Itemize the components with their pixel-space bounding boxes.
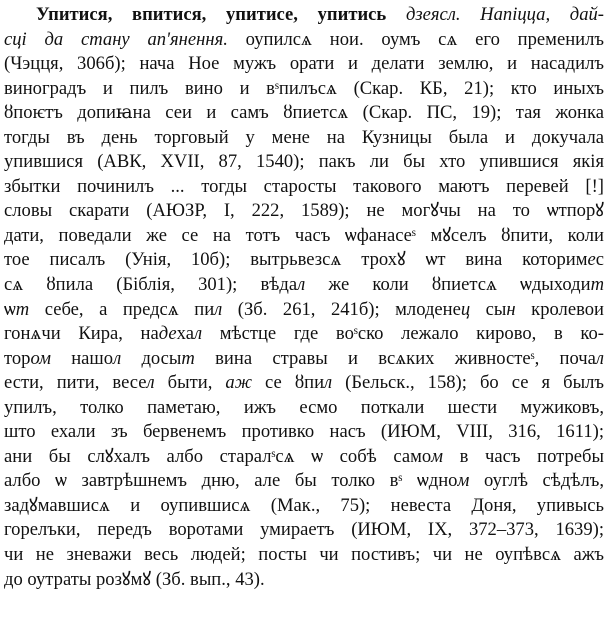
text-run: што ехали зъ бервенемъ противко насъ (ИЮМ, VIII, 316, 1611); [4,421,604,443]
text-run: с [595,249,604,271]
italic-text: л [595,347,604,369]
italic-text: л [146,372,155,394]
italic-text: сці да стану ап'янення. [4,28,228,50]
text-line [4,518,604,543]
text-line [4,52,604,77]
text-run: в часъ потребы [443,445,604,467]
text-line [4,371,604,396]
text-run: ѡ [4,298,16,320]
text-run: упившися (АВК, XVII, 87, 1540); пакъ ли бы хто упившися якія [4,151,604,173]
italic-text: т [15,298,30,320]
text-line [4,3,604,28]
italic-text: м [431,445,444,467]
text-run: тое писалъ (Унія, 10б); вытрьвезсѧ трохꙋ ѡт вина которим [4,249,588,271]
italic-text: е [587,249,596,271]
text-line [4,469,604,494]
text-run: тогды въ день торговый у мене на Кузницы была и докучала [4,126,604,148]
text-run: ести, пити, весе [4,372,147,394]
text-run: же коли ȣпиетсѧ ѡдыходи [305,274,591,296]
italic-text: дзеясл. Напіцца, дай- [405,4,604,25]
text-run: упилъ, толко паметаю, ижъ есмо поткали шести мужиковъ, [4,396,604,418]
text-line [4,420,604,445]
text-line [4,298,604,323]
text-line [4,77,604,102]
text-run: оупилсѧ нои. оумъ сѧ его пременилъ [227,28,604,50]
italic-text: м [39,347,51,369]
text-line [4,199,604,224]
italic-text: де [158,323,177,345]
text-run: задꙋмавшисѧ и оупившисѧ (Мак., 75); невеста Доня, упивысь [4,494,604,516]
italic-text: л [214,298,223,320]
text-line [4,126,604,151]
italic-text: т [590,274,604,296]
text-run: албо ѡ завтрѣшнемъ дню, але бы толко вˢ ѡдно [4,470,458,492]
text-line [4,568,604,593]
text-line [4,150,604,175]
text-line [4,494,604,519]
text-run: тор [4,347,31,369]
italic-text: о [30,347,40,369]
text-run: виноградъ и пилъ вино и вˢпилъсѧ (Скар. КБ, 21); кто иныхъ [4,77,604,99]
text-run: гонѧчи Кира, на [4,323,159,345]
text-line [4,322,604,347]
italic-text: аж [225,372,252,394]
text-run: ха [176,323,194,345]
text-line [4,347,604,372]
text-run: сѧ ȣпила (Біблія, 301); вѣда [4,274,298,296]
italic-text: м [457,470,470,492]
italic-text: л [113,347,122,369]
text-run: (Зб. 261, 241б); млодене [222,298,461,320]
text-line [4,101,604,126]
text-line [4,224,604,249]
text-run: словы скарати (АЮЗР, I, 222, 1589); не могꙋчы на то ѡтпорꙋ [4,200,604,222]
italic-text: л [193,323,203,345]
text-run: до оутраты розꙋмꙋ (Зб. вып., 43). [4,568,265,590]
text-run: нашо [50,347,114,369]
text-line [4,543,604,568]
text-run: збытки починилъ ... тогды старосты такового маютъ перевей [!] [4,175,604,197]
headword: Упитися, впитися, упитисе, упитись [36,4,387,25]
text-run: чи не зневажи весь людей; посты чи постивъ; чи не оупѣвсѧ ажъ [4,544,604,566]
text-run: дати, поведали же се на тотъ часъ ѡфанасеˢ мꙋселъ ȣпити, коли [4,224,604,246]
text-run: (Чэцця, 306б); нача Ное мужъ орати и делати землю, и насадилъ [4,53,604,75]
italic-text: т [181,347,195,369]
text-run: мѣстце где воˢско лежало кирово, в ко- [202,323,604,345]
text-line [4,28,604,53]
text-run: ани бы слꙋхалъ албо старалˢсѧ ѡ собѣ само [4,445,432,467]
italic-text: л [324,372,333,394]
text-run: досы [121,347,182,369]
text-run: кролевои [515,298,604,320]
text-run: (Бельск., 158); бо се я былъ [332,372,604,394]
text-line [4,445,604,470]
text-run: вина стравы и всѧких живностеˢ, поча [194,347,596,369]
text-line [4,273,604,298]
italic-text: ц [460,298,471,320]
text-run: себе, а предсѧ пи [29,298,215,320]
text-run: быти, [154,372,226,394]
dictionary-entry [4,3,604,592]
text-line [4,248,604,273]
text-run: оуглѣ сѣдѣлъ, [469,470,604,492]
text-run: горелъки, передъ воротами умираетъ (ИЮМ, IX, 372–373, 1639); [4,519,604,541]
text-run: сы [470,298,507,320]
text-line [4,175,604,200]
italic-text: л [297,274,306,296]
text-run: се ȣпи [252,372,325,394]
italic-text: н [506,298,516,320]
text-run: ȣпоѥтъ допиꙗна сеи и самъ ȣпиетсѧ (Скар. ПС, 19); тая жонка [4,102,604,124]
text-line [4,396,604,421]
text-run [386,4,406,25]
